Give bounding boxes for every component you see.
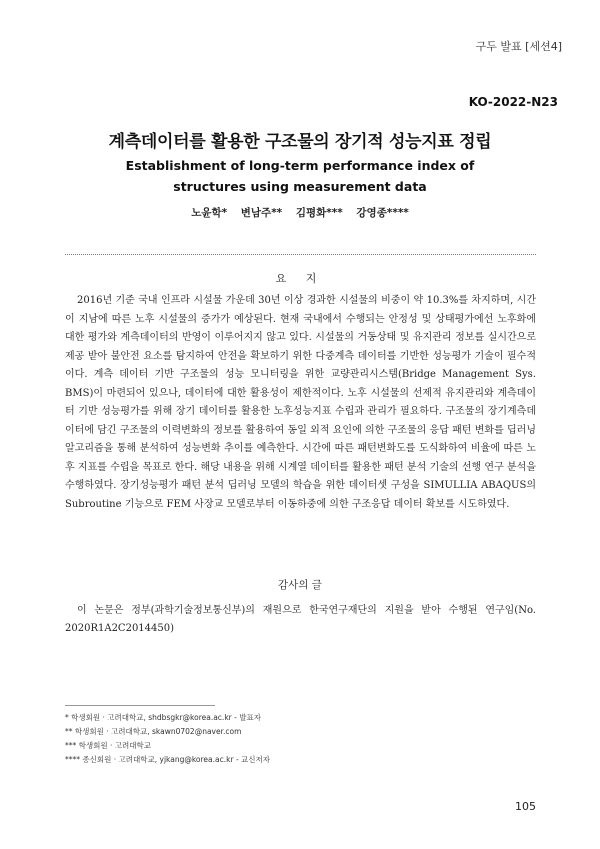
page-number: 105 [515,800,536,813]
author-3: 김평화*** [295,207,343,219]
author-2: 변남주** [240,207,283,219]
footnote-1: * 학생회원 · 고려대학교, shdbsgkr@korea.ac.kr - 발표자 [65,713,261,722]
session-tag: 구두 발표 [세션4] [475,40,562,53]
footnote-3: *** 학생회원 · 고려대학교 [65,741,151,750]
abstract-body: 2016년 기준 국내 인프라 시설물 가운데 30년 이상 경과한 시설물의 비중이 약 10.3%를 차지하며, 시간이 지남에 따른 노후 시설물의 증가가 예상된다. 현재 국내에서 수행되는 안정성 및 상태평가에선 노후화에 대한 평가와 계측데이터의 반영이 이루어지지 않고 있다. 시설물의 거동상태 및 유지관리 정보를 실시간으로 제공 받아 불안전 요소를 탐지하여 안전을 확보하기 위한 다중계측 데이터를 기반한 성능평가 기술이 필수적이다. 계측 데이터 기반 구조물의 성능 모니터링을 위한 교량관리시스템(Bridge Management Sys. BMS)이 마련되어 있으나, 데이터에 대한 활용성이 제한적이다. 노후 시설물의 선제적 유지관리와 계측데이터 기반 성능평가를 위해 장기 데이터를 활용한 노후성능지표 수립과 관리가 필요하다. 구조물의 장기계측데이터에 담긴 구조물의 이력변화의 정보를 활용하여 동일 외적 요인에 의한 구조물의 응답 패턴 변화를 딥러닝 알고리즘을 통해 분석하여 성능변화 추이를 예측한다. 시간에 따른 패턴변화도를 도식화하여 비율에 따른 노후 지표를 수립을 목표로 한다. 해당 내용을 위해 시계열 데이터를 활용한 패턴 분석 기술의 선행 연구 분석을 수행하였다. 장기성능평가 패턴 분석 딥러닝 모델의 학습을 위한 데이터셋 구성을 SIMULLIA ABAQUS의 Subroutine 기능으로 FEM 사장교 모델로부터 이동하중에 의한 구조응답 데이터 확보를 시도하였다. [65,295,536,510]
footnote-4: **** 종신회원 · 고려대학교, yjkang@korea.ac.kr - 교신저자 [65,755,271,764]
acknowledgement-body: 이 논문은 정부(과학기술정보통신부)의 재원으로 한국연구재단의 지원을 받아 수행된 연구임(No. 2020R1A2C2014450) [65,605,536,634]
footnote-2: ** 학생회원 · 고려대학교, skawn0702@naver.com [65,727,242,736]
acknowledgement-heading: 감사의 글 [278,579,322,591]
paper-code: KO-2022-N23 [468,95,558,109]
author-4: 강영종**** [356,207,409,219]
abstract-heading: 요 지 [275,272,325,285]
title-english [0,155,600,197]
title-korean: 계측데이터를 활용한 구조물의 장기적 성능지표 정립 [108,132,492,152]
footnotes [65,711,536,767]
author-list [0,205,600,220]
title-english-line1: Establishment of long-term performance index of [125,158,475,173]
section-divider [65,254,536,255]
footnote-divider [65,705,215,706]
title-english-line2: structures using measurement data [173,179,427,194]
author-1: 노윤학* [191,207,228,219]
